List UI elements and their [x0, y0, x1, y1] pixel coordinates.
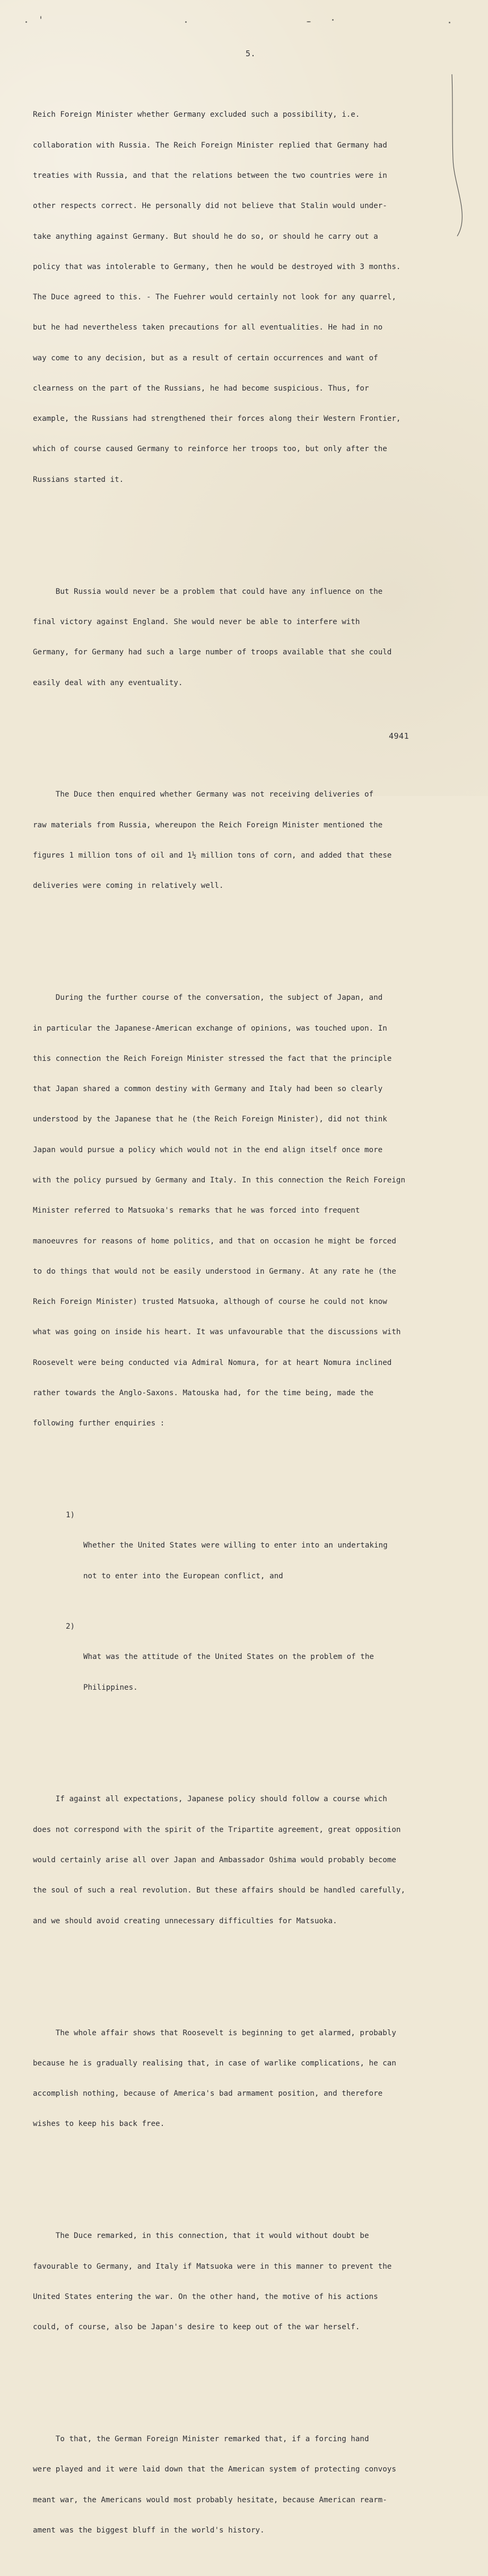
paragraph-gap [33, 1733, 457, 1744]
text-line: Russians started it. [33, 475, 124, 484]
ink-speck [25, 21, 27, 23]
text-line: If against all expectations, Japanese policy should follow a course which [33, 1795, 387, 1804]
text-line: But Russia would never be a problem that could have any influence on the [33, 587, 383, 596]
text-line: way come to any decision, but as a result of certain occurrences and want of [33, 353, 378, 362]
text-line: Philippines. [83, 1683, 138, 1692]
page-number: 5. [246, 49, 256, 58]
text-line: Reich Foreign Minister whether Germany excluded such a possibility, i.e. [33, 110, 360, 119]
text-line: that Japan shared a common destiny with Germany and Italy had been so clearly [33, 1085, 383, 1094]
text-line: other respects correct. He personally did not believe that Stalin would under- [33, 202, 387, 211]
paragraph-5 [33, 1774, 457, 1947]
text-line: understood by the Japanese that he (the Reich Foreign Minister), did not think [33, 1115, 387, 1124]
text-line: take anything against Germany. But should he do so, or should he carry out a [33, 232, 378, 241]
text-line: because he is gradually realising that, in case of warlike complications, he can [33, 2059, 396, 2068]
text-line: Whether the United States were willing to enter into an undertaking [83, 1541, 388, 1550]
ink-speck [449, 22, 450, 23]
text-line: collaboration with Russia. The Reich Foreign Minister replied that Germany had [33, 141, 387, 150]
text-line: and we should avoid creating unnecessary difficulties for Matsuoka. [33, 1916, 337, 1925]
list-number: 1) [66, 1510, 75, 1519]
paragraph-gap [33, 1967, 457, 1977]
text-line: final victory against England. She would never be able to interfere with [33, 617, 360, 626]
text-line: Minister referred to Matsuoka's remarks that he was forced into frequent [33, 1206, 360, 1215]
text-line: which of course caused Germany to reinforce her troops too, but only after the [33, 445, 387, 454]
text-line: to do things that would not be easily understood in Germany. At any rate he (the [33, 1267, 396, 1276]
text-line: United States entering the war. On the other hand, the motive of his actions [33, 2292, 378, 2301]
text-line: treaties with Russia, and that the relations between the two countries were in [33, 171, 387, 180]
paragraph-1 [33, 90, 457, 505]
text-line: would certainly arise all over Japan and Ambassador Oshima would probably become [33, 1856, 396, 1865]
list-item-2 [33, 1622, 457, 1713]
text-line: The Duce agreed to this. - The Fuehrer would certainly not look for any quarrel, [33, 293, 396, 302]
text-line: Reich Foreign Minister) trusted Matsuoka, although of course he could not know [33, 1298, 387, 1307]
text-line: The whole affair shows that Roosevelt is beginning to get alarmed, probably [33, 2028, 396, 2037]
paragraph-7 [33, 2211, 457, 2353]
ink-speck [185, 21, 187, 23]
text-line: The Duce then enquired whether Germany was not receiving deliveries of [33, 790, 374, 799]
paragraph-gap [33, 1469, 457, 1480]
paragraph-3 [33, 770, 457, 911]
paragraph-2 [33, 567, 457, 708]
text-line: in particular the Japanese-American exchange of opinions, was touched upon. In [33, 1024, 387, 1033]
ink-speck [307, 21, 311, 22]
text-line: During the further course of the conversation, the subject of Japan, and [33, 993, 383, 1002]
text-line: Roosevelt were being conducted via Admiral Nomura, for at heart Nomura inclined [33, 1358, 392, 1367]
text-line: manoeuvres for reasons of home politics, and that on occasion he might be forced [33, 1237, 396, 1246]
paragraph-gap [33, 2170, 457, 2181]
text-line: easily deal with any eventuality. [33, 678, 183, 687]
paragraph-8 [33, 2414, 457, 2556]
text-line: could, of course, also be Japan's desire to keep out of the war herself. [33, 2323, 360, 2332]
list-item-1 [33, 1510, 457, 1602]
text-line: What was the attitude of the United States on the problem of the [83, 1653, 374, 1662]
text-line: Japan would pursue a policy which would not in the end align itself once more [33, 1145, 383, 1154]
text-line: The Duce remarked, in this connection, that it would without doubt be [33, 2232, 369, 2241]
text-line: accomplish nothing, because of America's bad armament position, and therefore [33, 2089, 383, 2098]
text-line: what was going on inside his heart. It was unfavourable that the discussions with [33, 1328, 401, 1337]
text-line: ament was the biggest bluff in the world's history. [33, 2526, 265, 2535]
text-line: deliveries were coming in relatively well. [33, 881, 224, 891]
document-reference-number: 4941 [389, 731, 409, 741]
text-line: To that, the German Foreign Minister remarked that, if a forcing hand [33, 2435, 369, 2444]
paragraph-gap [33, 525, 457, 536]
text-line: the soul of such a real revolution. But these affairs should be handled carefully, [33, 1886, 406, 1895]
text-line: example, the Russians had strengthened their forces along their Western Frontier, [33, 414, 401, 423]
list-number: 2) [66, 1622, 75, 1631]
document-body [33, 70, 457, 2576]
text-line: following further enquiries : [33, 1419, 165, 1428]
text-line: does not correspond with the spirit of the Tripartite agreement, great opposition [33, 1825, 401, 1834]
paragraph-6 [33, 2008, 457, 2149]
text-line: rather towards the Anglo-Saxons. Matouska had, for the time being, made the [33, 1388, 374, 1397]
paragraph-gap [33, 2373, 457, 2384]
ink-speck [40, 16, 41, 19]
text-line: not to enter into the European conflict, and [83, 1571, 283, 1580]
text-line: policy that was intolerable to Germany, then he would be destroyed with 3 months. [33, 262, 401, 271]
text-line: figures 1 million tons of oil and 1½ million tons of corn, and added that these [33, 851, 392, 860]
text-line: were played and it were laid down that the American system of protecting convoys [33, 2465, 396, 2474]
text-line: raw materials from Russia, whereupon the Reich Foreign Minister mentioned the [33, 820, 383, 829]
paragraph-gap [33, 932, 457, 943]
text-line: favourable to Germany, and Italy if Matsuoka were in this manner to prevent the [33, 2262, 392, 2271]
text-line: meant war, the Americans would most probably hesitate, because American rearm- [33, 2495, 387, 2504]
text-line: this connection the Reich Foreign Minister stressed the fact that the principle [33, 1054, 392, 1063]
paragraph-4 [33, 973, 457, 1449]
text-line: Germany, for Germany had such a large number of troops available that she could [33, 648, 392, 657]
ink-speck [332, 19, 334, 21]
text-line: but he had nevertheless taken precautions for all eventualities. He had in no [33, 323, 383, 332]
text-line: with the policy pursued by Germany and Italy. In this connection the Reich Foreign [33, 1175, 406, 1185]
text-line: clearness on the part of the Russians, he had become suspicious. Thus, for [33, 384, 369, 393]
text-line: wishes to keep his back free. [33, 2120, 165, 2129]
